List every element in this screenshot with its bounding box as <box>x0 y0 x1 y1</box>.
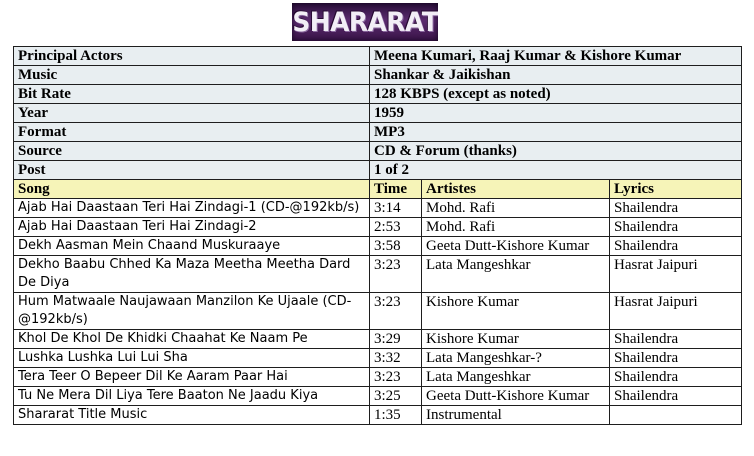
song-row <box>14 349 742 368</box>
column-header-song: Song <box>14 180 370 199</box>
song-lyricist: Shailendra <box>610 237 742 256</box>
meta-value: CD & Forum (thanks) <box>370 142 742 161</box>
song-time: 2:53 <box>370 218 422 237</box>
meta-value: MP3 <box>370 123 742 142</box>
meta-value: 1959 <box>370 104 742 123</box>
song-artiste: Lata Mangeshkar <box>422 368 610 387</box>
song-time: 3:32 <box>370 349 422 368</box>
column-header-lyrics: Lyrics <box>610 180 742 199</box>
meta-row-source <box>14 142 742 161</box>
meta-label: Format <box>14 123 370 142</box>
song-time: 3:29 <box>370 330 422 349</box>
meta-value: 128 KBPS (except as noted) <box>370 85 742 104</box>
song-artiste: Mohd. Rafi <box>422 199 610 218</box>
column-header-time: Time <box>370 180 422 199</box>
song-time: 3:14 <box>370 199 422 218</box>
song-lyricist: Shailendra <box>610 368 742 387</box>
meta-label: Music <box>14 66 370 85</box>
song-title: Tera Teer O Bepeer Dil Ke Aaram Paar Hai <box>14 368 370 387</box>
song-lyricist: Hasrat Jaipuri <box>610 293 742 330</box>
shararat-logo <box>292 3 438 41</box>
song-row <box>14 237 742 256</box>
album-info-body <box>14 47 742 425</box>
meta-value: Meena Kumari, Raaj Kumar & Kishore Kumar <box>370 47 742 66</box>
song-time: 3:23 <box>370 293 422 330</box>
song-lyricist: Shailendra <box>610 330 742 349</box>
song-lyricist: Shailendra <box>610 199 742 218</box>
song-time: 1:35 <box>370 406 422 425</box>
song-title: Dekh Aasman Mein Chaand Muskuraaye <box>14 237 370 256</box>
song-artiste: Instrumental <box>422 406 610 425</box>
song-title: Ajab Hai Daastaan Teri Hai Zindagi-1 (CD-@192kb/s) <box>14 199 370 218</box>
meta-row-music <box>14 66 742 85</box>
song-row <box>14 218 742 237</box>
song-row <box>14 368 742 387</box>
song-lyricist: Shailendra <box>610 349 742 368</box>
song-title: Ajab Hai Daastaan Teri Hai Zindagi-2 <box>14 218 370 237</box>
meta-row-bitrate <box>14 85 742 104</box>
meta-row-format <box>14 123 742 142</box>
meta-label: Post <box>14 161 370 180</box>
song-row <box>14 330 742 349</box>
meta-label: Source <box>14 142 370 161</box>
song-artiste: Kishore Kumar <box>422 293 610 330</box>
song-row <box>14 256 742 293</box>
song-title: Shararat Title Music <box>14 406 370 425</box>
song-time: 3:23 <box>370 368 422 387</box>
song-artiste: Lata Mangeshkar-? <box>422 349 610 368</box>
meta-value: Shankar & Jaikishan <box>370 66 742 85</box>
song-artiste: Geeta Dutt-Kishore Kumar <box>422 237 610 256</box>
album-info-table <box>13 46 742 425</box>
meta-value: 1 of 2 <box>370 161 742 180</box>
column-header-artistes: Artistes <box>422 180 610 199</box>
meta-row-year <box>14 104 742 123</box>
song-artiste: Kishore Kumar <box>422 330 610 349</box>
song-artiste: Mohd. Rafi <box>422 218 610 237</box>
song-artiste: Lata Mangeshkar <box>422 256 610 293</box>
song-title: Hum Matwaale Naujawaan Manzilon Ke Ujaale (CD-@192kb/s) <box>14 293 370 330</box>
logo-text: SHARARAT <box>292 6 438 38</box>
header <box>0 0 754 46</box>
meta-row-actors <box>14 47 742 66</box>
song-row <box>14 406 742 425</box>
song-lyricist <box>610 406 742 425</box>
song-time: 3:23 <box>370 256 422 293</box>
meta-row-post <box>14 161 742 180</box>
song-lyricist: Shailendra <box>610 387 742 406</box>
song-title: Dekho Baabu Chhed Ka Maza Meetha Meetha Dard De Diya <box>14 256 370 293</box>
song-row <box>14 293 742 330</box>
song-row <box>14 387 742 406</box>
song-time: 3:25 <box>370 387 422 406</box>
song-title: Lushka Lushka Lui Lui Sha <box>14 349 370 368</box>
song-title: Tu Ne Mera Dil Liya Tere Baaton Ne Jaadu Kiya <box>14 387 370 406</box>
song-row <box>14 199 742 218</box>
song-table-header <box>14 180 742 199</box>
meta-label: Bit Rate <box>14 85 370 104</box>
song-lyricist: Shailendra <box>610 218 742 237</box>
song-artiste: Geeta Dutt-Kishore Kumar <box>422 387 610 406</box>
song-time: 3:58 <box>370 237 422 256</box>
song-lyricist: Hasrat Jaipuri <box>610 256 742 293</box>
meta-label: Year <box>14 104 370 123</box>
song-title: Khol De Khol De Khidki Chaahat Ke Naam Pe <box>14 330 370 349</box>
meta-label: Principal Actors <box>14 47 370 66</box>
